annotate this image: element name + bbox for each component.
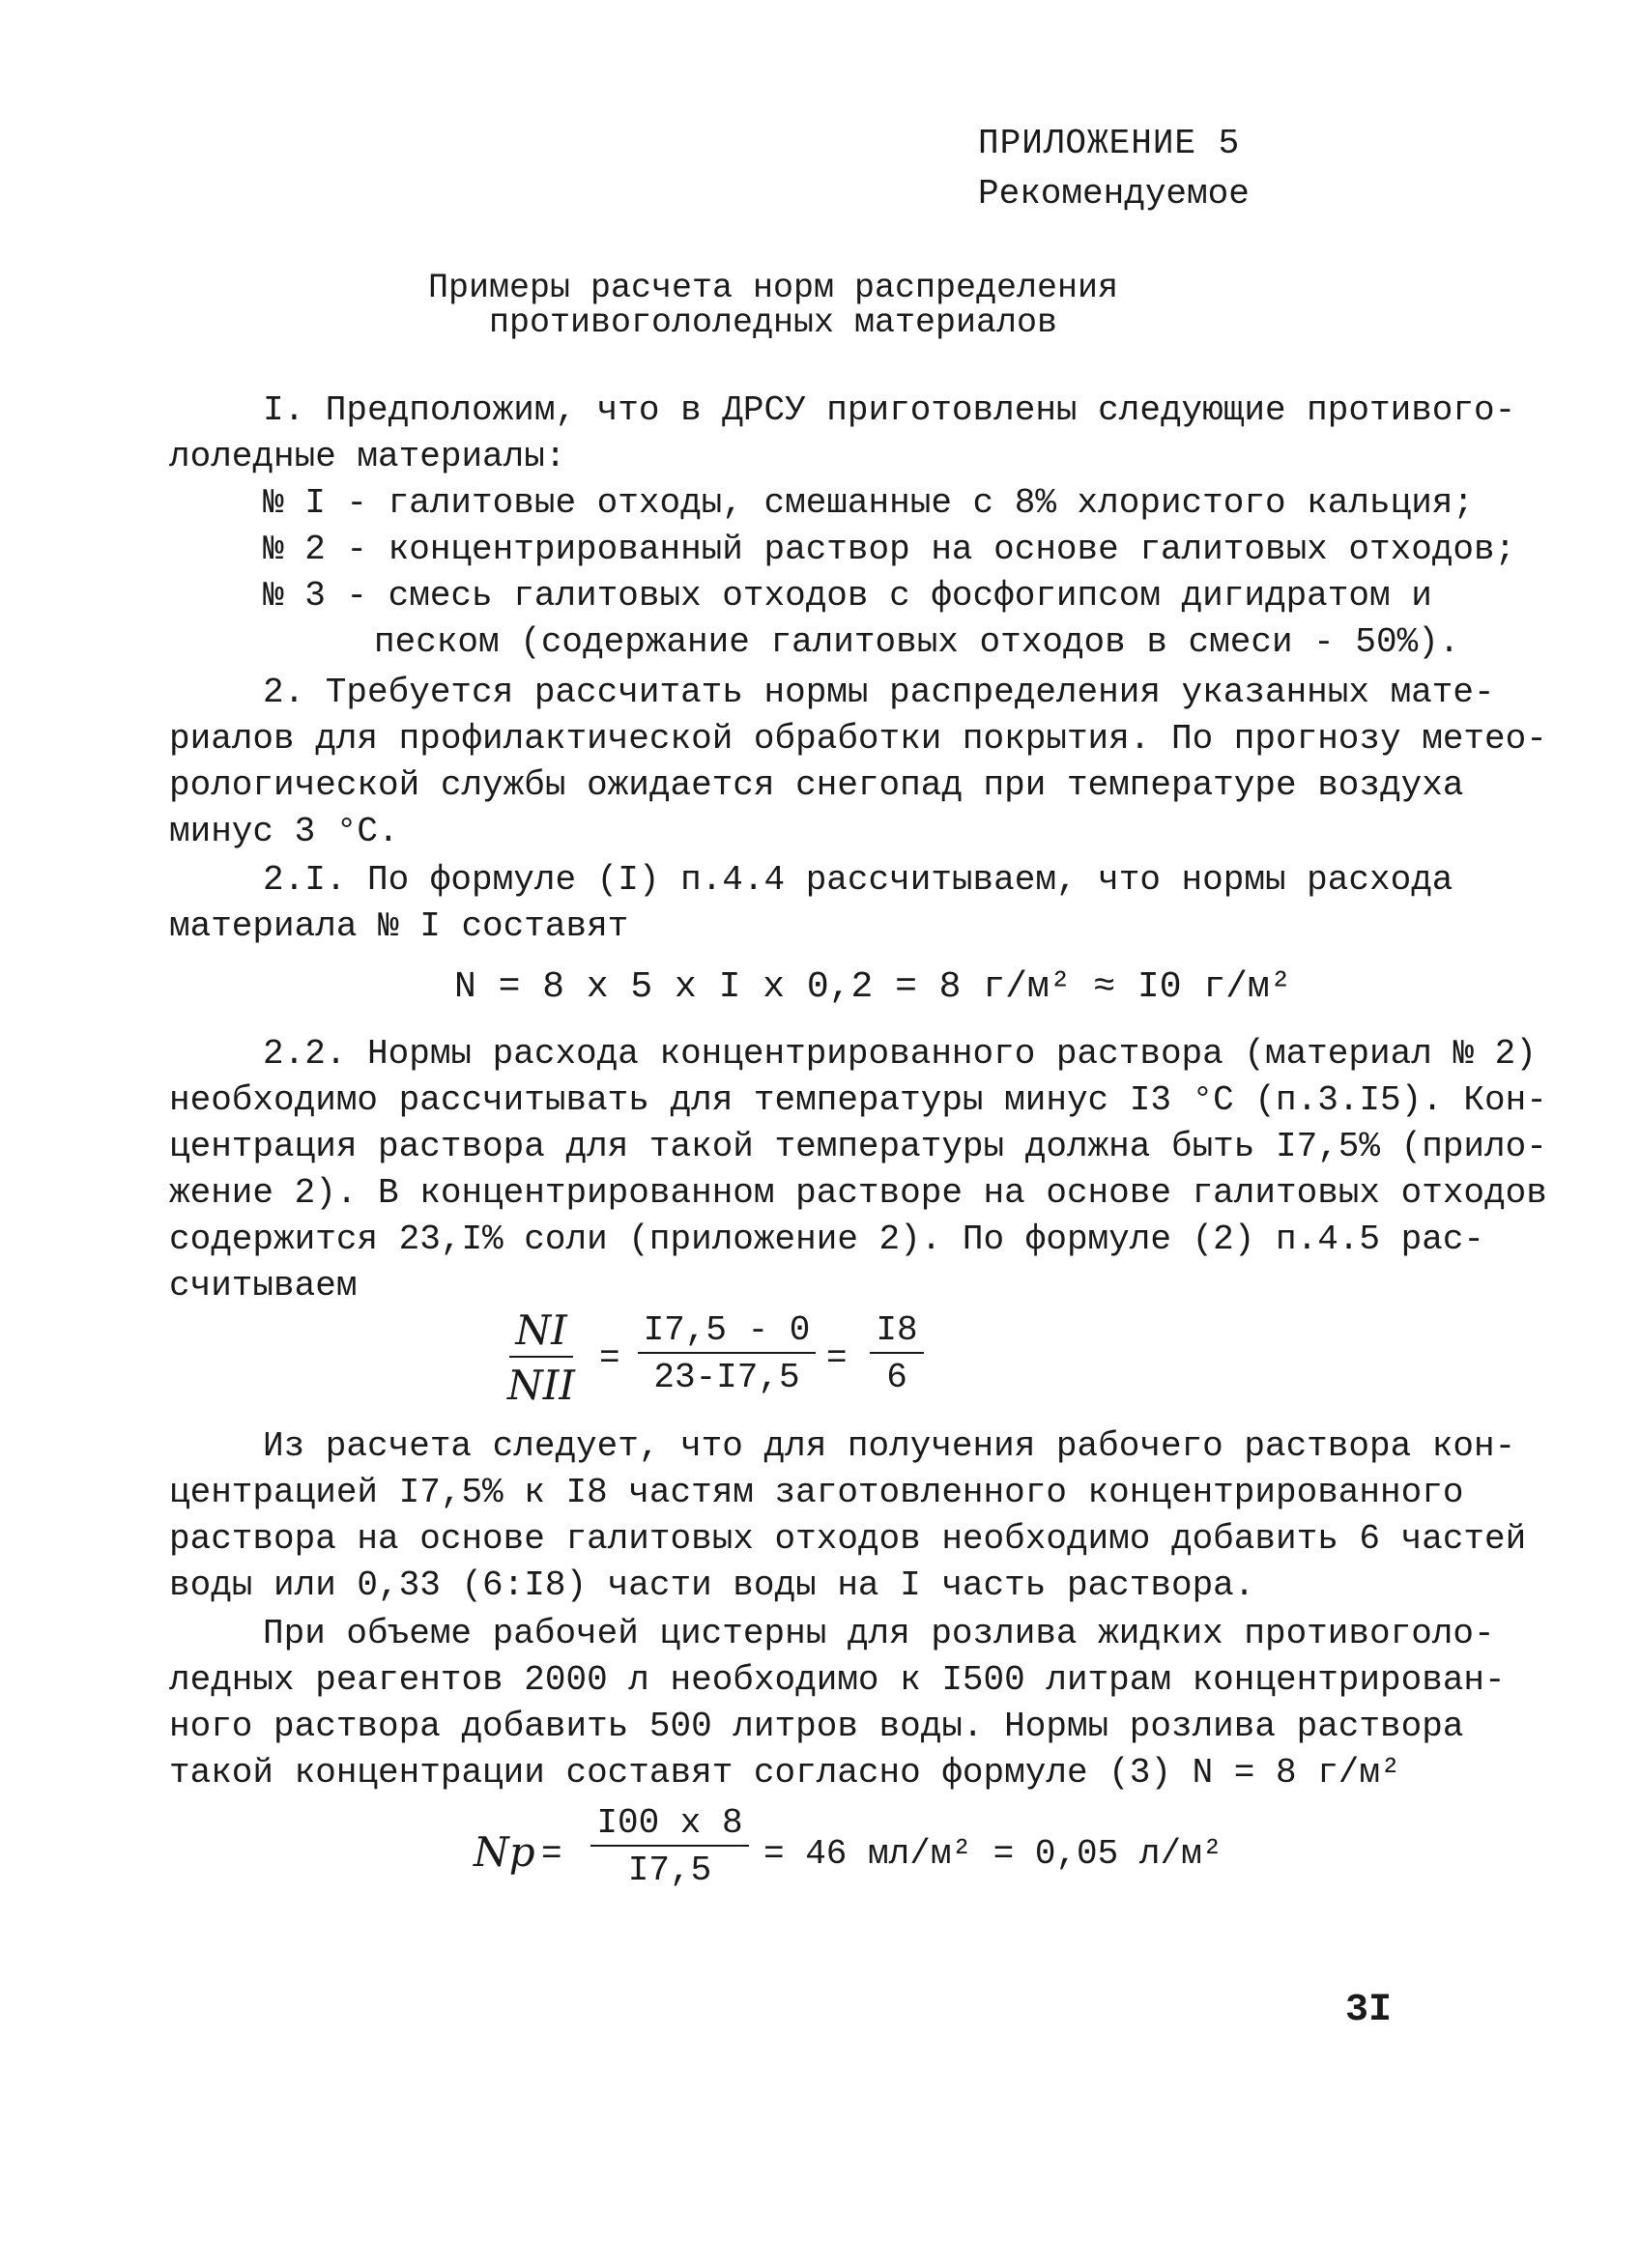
formula-1: N = 8 x 5 x I x 0,2 = 8 г/м² ≈ I0 г/м² bbox=[454, 966, 1292, 1008]
formula-3-eq: = bbox=[541, 1834, 562, 1874]
formula-2-eq2: = bbox=[826, 1338, 848, 1378]
section1-intro-line2: лоледные материалы: bbox=[169, 437, 566, 476]
material-item-2: № 2 - концентрированный раствор на основе галитовых отходов; bbox=[263, 530, 1516, 569]
formula-2-lhs-num: NI bbox=[509, 1306, 572, 1358]
formula-2-eq1: = bbox=[599, 1338, 620, 1378]
section21-line1: 2.I. По формуле (I) п.4.4 рассчитываем, что нормы расхода bbox=[263, 860, 1453, 900]
title-line-1: Примеры расчета норм распределения bbox=[427, 269, 1119, 307]
title-line-2: противогололедных материалов bbox=[488, 303, 1058, 342]
formula-2-mid-den: 23-I7,5 bbox=[653, 1358, 800, 1397]
formula-2-rhs-den: 6 bbox=[886, 1358, 907, 1397]
formula-2-rhs bbox=[868, 1310, 926, 1397]
tank-line4: такой концентрации составят согласно формуле (3) N = 8 г/м² bbox=[169, 1753, 1401, 1793]
section21-line2: материала № I составят bbox=[169, 906, 629, 946]
formula-3-den: I7,5 bbox=[627, 1851, 712, 1890]
result-line2: центрацией I7,5% к I8 частям заготовленного концентрированного bbox=[169, 1473, 1464, 1512]
document-title bbox=[290, 271, 1256, 340]
section22-line1: 2.2. Нормы расхода концентрированного раствора (материал № 2) bbox=[263, 1034, 1537, 1074]
section2-line4: минус 3 °С. bbox=[169, 812, 399, 851]
section2-line2: риалов для профилактической обработки покрытия. По прогнозу метео- bbox=[169, 719, 1547, 759]
appendix-status: Рекомендуемое bbox=[978, 174, 1250, 214]
section2-line3: рологической службы ожидается снегопад при температуре воздуха bbox=[169, 765, 1464, 805]
tank-line1: При объеме рабочей цистерны для розлива жидких противоголо- bbox=[263, 1614, 1495, 1653]
appendix-label: ПРИЛОЖЕНИЕ 5 bbox=[978, 124, 1241, 163]
tank-line3: ного раствора добавить 500 литров воды. Нормы розлива раствора bbox=[169, 1707, 1464, 1746]
formula-2-lhs bbox=[503, 1306, 580, 1409]
formula-3-lhs: Np bbox=[474, 1828, 535, 1876]
formula-3-rhs: = 46 мл/м² = 0,05 л/м² bbox=[763, 1834, 1223, 1874]
formula-3-num: I00 x 8 bbox=[590, 1803, 748, 1847]
formula-3-frac bbox=[588, 1803, 752, 1890]
formula-2-lhs-den: NII bbox=[507, 1362, 575, 1409]
result-line4: воды или 0,33 (6:I8) части воды на I часть раствора. bbox=[169, 1565, 1255, 1605]
formula-2-mid-num: I7,5 - 0 bbox=[638, 1310, 817, 1354]
section22-line3: центрация раствора для такой температуры должна быть I7,5% (прило- bbox=[169, 1127, 1547, 1166]
section22-line5: содержится 23,I% соли (приложение 2). По формуле (2) п.4.5 рас- bbox=[169, 1220, 1485, 1259]
section22-line6: считываем bbox=[169, 1266, 358, 1306]
section22-line2: необходимо рассчитывать для температуры минус I3 °С (п.3.I5). Кон- bbox=[169, 1080, 1547, 1120]
section2-line1: 2. Требуется рассчитать нормы распределения указанных мате- bbox=[263, 673, 1495, 712]
formula-2-rhs-num: I8 bbox=[870, 1310, 923, 1354]
section22-line4: жение 2). В концентрированном растворе на основе галитовых отходов bbox=[169, 1173, 1547, 1213]
formula-2-mid bbox=[630, 1310, 823, 1397]
tank-line2: ледных реагентов 2000 л необходимо к I500 литрам концентрирован- bbox=[169, 1660, 1506, 1700]
page-number: 3I bbox=[1345, 1989, 1393, 2032]
result-line3: раствора на основе галитовых отходов необходимо добавить 6 частей bbox=[169, 1519, 1527, 1559]
section1-intro-line1: I. Предположим, что в ДРСУ приготовлены следующие противого- bbox=[263, 390, 1516, 430]
result-line1: Из расчета следует, что для получения рабочего раствора кон- bbox=[263, 1426, 1516, 1466]
material-item-3-line1: № 3 - смесь галитовых отходов с фосфогипсом дигидратом и bbox=[263, 576, 1432, 616]
material-item-3-line2: песком (содержание галитовых отходов в смеси - 50%). bbox=[374, 622, 1460, 662]
material-item-1: № I - галитовые отходы, смешанные с 8% хлористого кальция; bbox=[263, 483, 1475, 523]
